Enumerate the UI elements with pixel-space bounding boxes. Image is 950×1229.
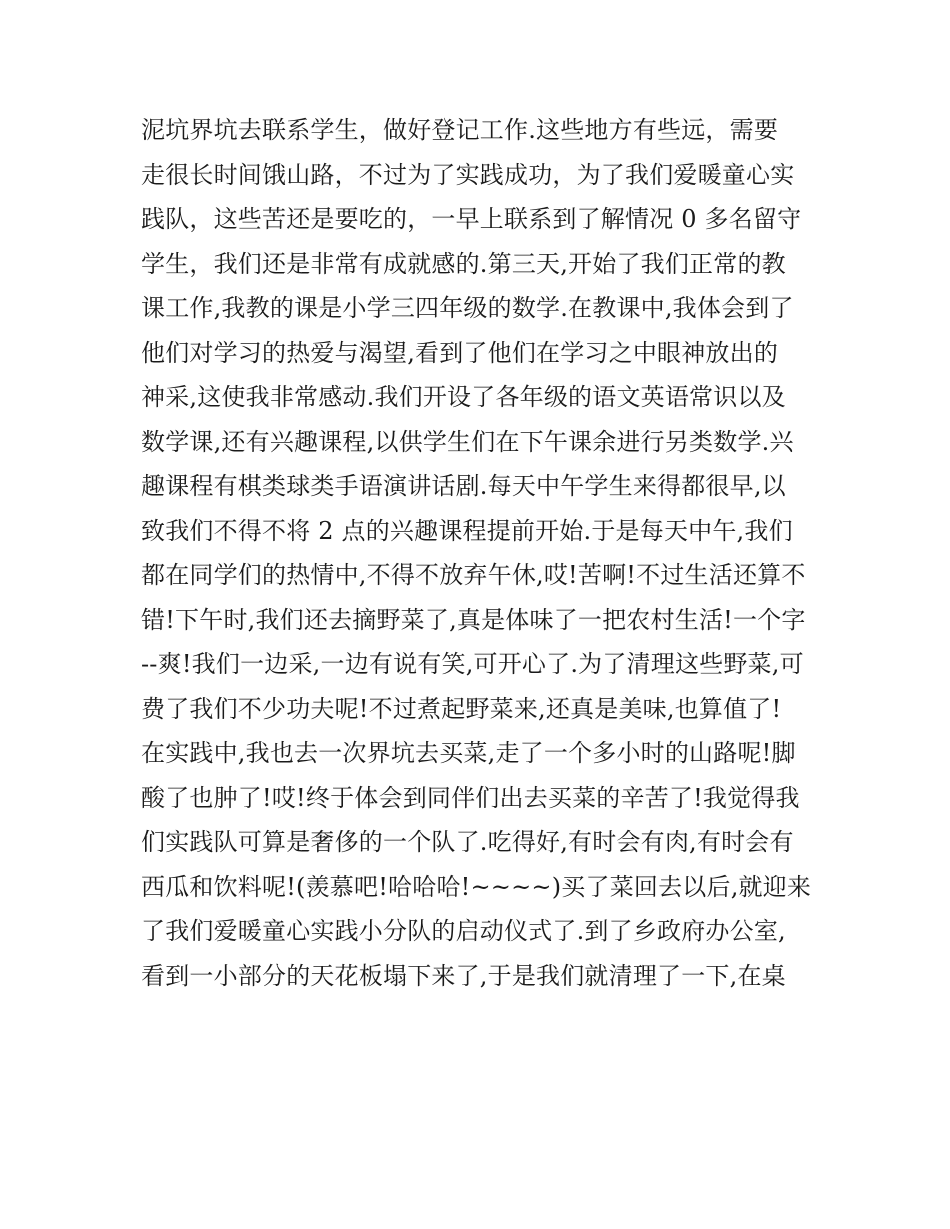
text-line: 都在同学们的热情中,不得不放弃午休,哎!苦啊!不过生活还算不: [141, 561, 806, 589]
text-line: 趣课程有棋类球类手语演讲话剧.每天中午学生来得都很早,以: [141, 472, 786, 500]
text-line: 他们对学习的热爱与渴望,看到了他们在学习之中眼神放出的: [141, 338, 779, 367]
text-line: 学生，我们还是非常有成就感的.第三天,开始了我们正常的教: [141, 249, 786, 278]
text-line: 在实践中,我也去一次界坑去买菜,走了一个多小时的山路呢!脚: [141, 739, 796, 767]
text-line: 们实践队可算是奢侈的一个队了.吃得好,有时会有肉,有时会有: [141, 828, 794, 856]
text-line: 走很长时间饿山路，不过为了实践成功，为了我们爱暖童心实: [141, 160, 795, 189]
text-line: 数学课,还有兴趣课程,以供学生们在下午课余进行另类数学.兴: [141, 427, 794, 456]
text-line: 神采,这使我非常感动.我们开设了各年级的语文英语常识以及: [141, 383, 786, 411]
text-line: 课工作,我教的课是小学三四年级的数学.在教课中,我体会到了: [141, 294, 794, 322]
text-line: 费了我们不少功夫呢!不过煮起野菜来,还真是美味,也算值了!: [141, 694, 782, 723]
text-line: 泥坑界坑去联系学生，做好登记工作.这些地方有些远，需要: [141, 116, 779, 144]
text-line: 西瓜和饮料呢!(羡慕吧!哈哈哈!~~~~)买了菜回去以后,就迎来: [141, 872, 812, 901]
body-text: [141, 108, 821, 998]
text-line: 致我们不得不将 2 点的兴趣课程提前开始.于是每天中午,我们: [141, 516, 793, 545]
text-line: 酸了也肿了!哎!终于体会到同伴们出去买菜的辛苦了!我觉得我: [141, 783, 800, 812]
text-line: 看到一小部分的天花板塌下来了,于是我们就清理了一下,在桌: [141, 961, 786, 990]
text-line: --爽!我们一边采,一边有说有笑,可开心了.为了清理这些野菜,可: [141, 650, 804, 678]
text-line: 错!下午时,我们还去摘野菜了,真是体味了一把农村生活!一个字: [141, 605, 806, 634]
text-line: 践队，这些苦还是要吃的，一早上联系到了解情况 0 多名留守: [141, 205, 802, 233]
text-line: 了我们爱暖童心实践小分队的启动仪式了.到了乡政府办公室,: [141, 917, 786, 945]
